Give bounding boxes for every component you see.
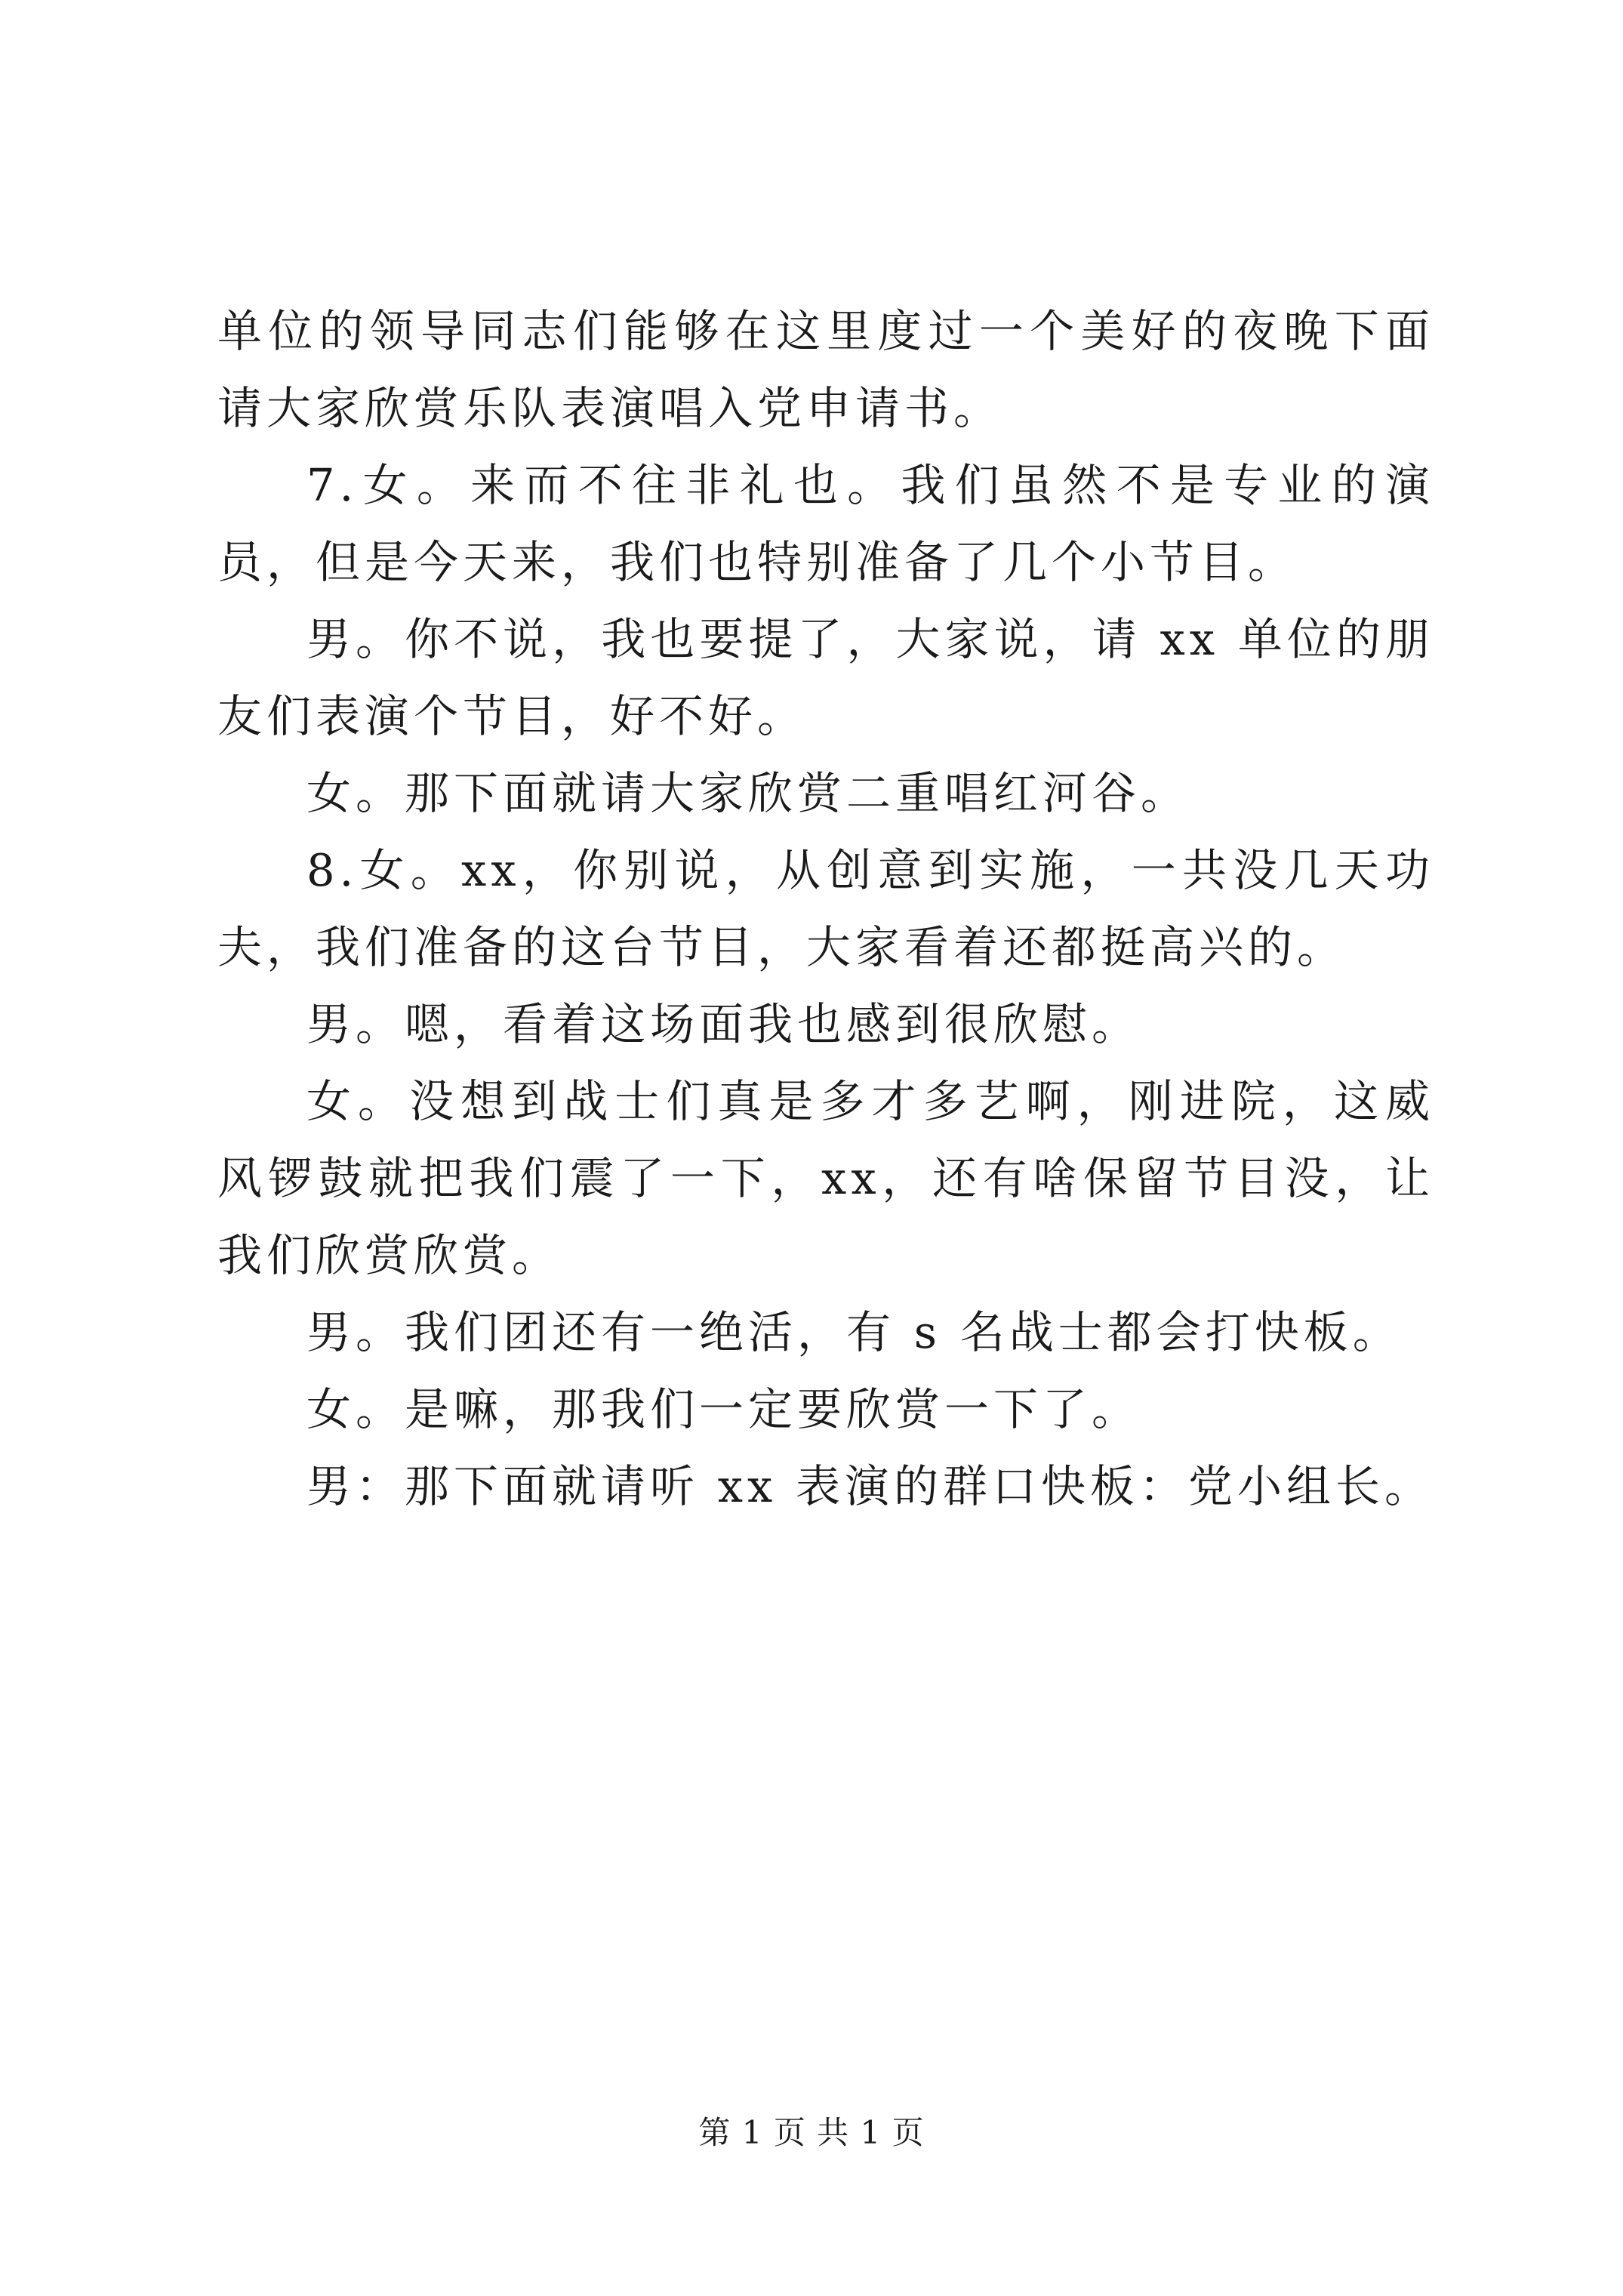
paragraph: 女。没想到战士们真是多才多艺啊，刚进院，这威风锣鼓就把我们震了一下，xx，还有啥保留节目没，让我们欣赏欣赏。 bbox=[217, 1075, 1434, 1281]
paragraph: 男。嗯，看着这场面我也感到很欣慰。 bbox=[306, 998, 1141, 1050]
paragraph: 女。那下面就请大家欣赏二重唱红河谷。 bbox=[306, 767, 1190, 819]
paragraph: 男。你不说，我也要提了，大家说，请 xx 单位的朋友们表演个节目，好不好。 bbox=[217, 613, 1434, 742]
paragraph: 单位的领导同志们能够在这里度过一个美好的夜晚下面请大家欣赏乐队表演唱入党申请书。 bbox=[217, 305, 1434, 434]
page-number-footer: 第 1 页 共 1 页 bbox=[698, 2114, 925, 2151]
paragraph: 女。是嘛，那我们一定要欣赏一下了。 bbox=[306, 1383, 1141, 1435]
paragraph: 8.女。xx，你别说，从创意到实施，一共没几天功夫，我们准备的这台节目，大家看着还都挺高兴的。 bbox=[217, 844, 1434, 973]
paragraph: 7.女。来而不往非礼也。我们虽然不是专业的演员，但是今天来，我们也特别准备了几个小节目。 bbox=[217, 459, 1434, 588]
paragraph: 男：那下面就请听 xx 表演的群口快板：党小组长。 bbox=[306, 1460, 1434, 1512]
document-body bbox=[217, 293, 1434, 1525]
paragraph: 男。我们团还有一绝活，有 s 名战士都会打快板。 bbox=[306, 1306, 1402, 1358]
